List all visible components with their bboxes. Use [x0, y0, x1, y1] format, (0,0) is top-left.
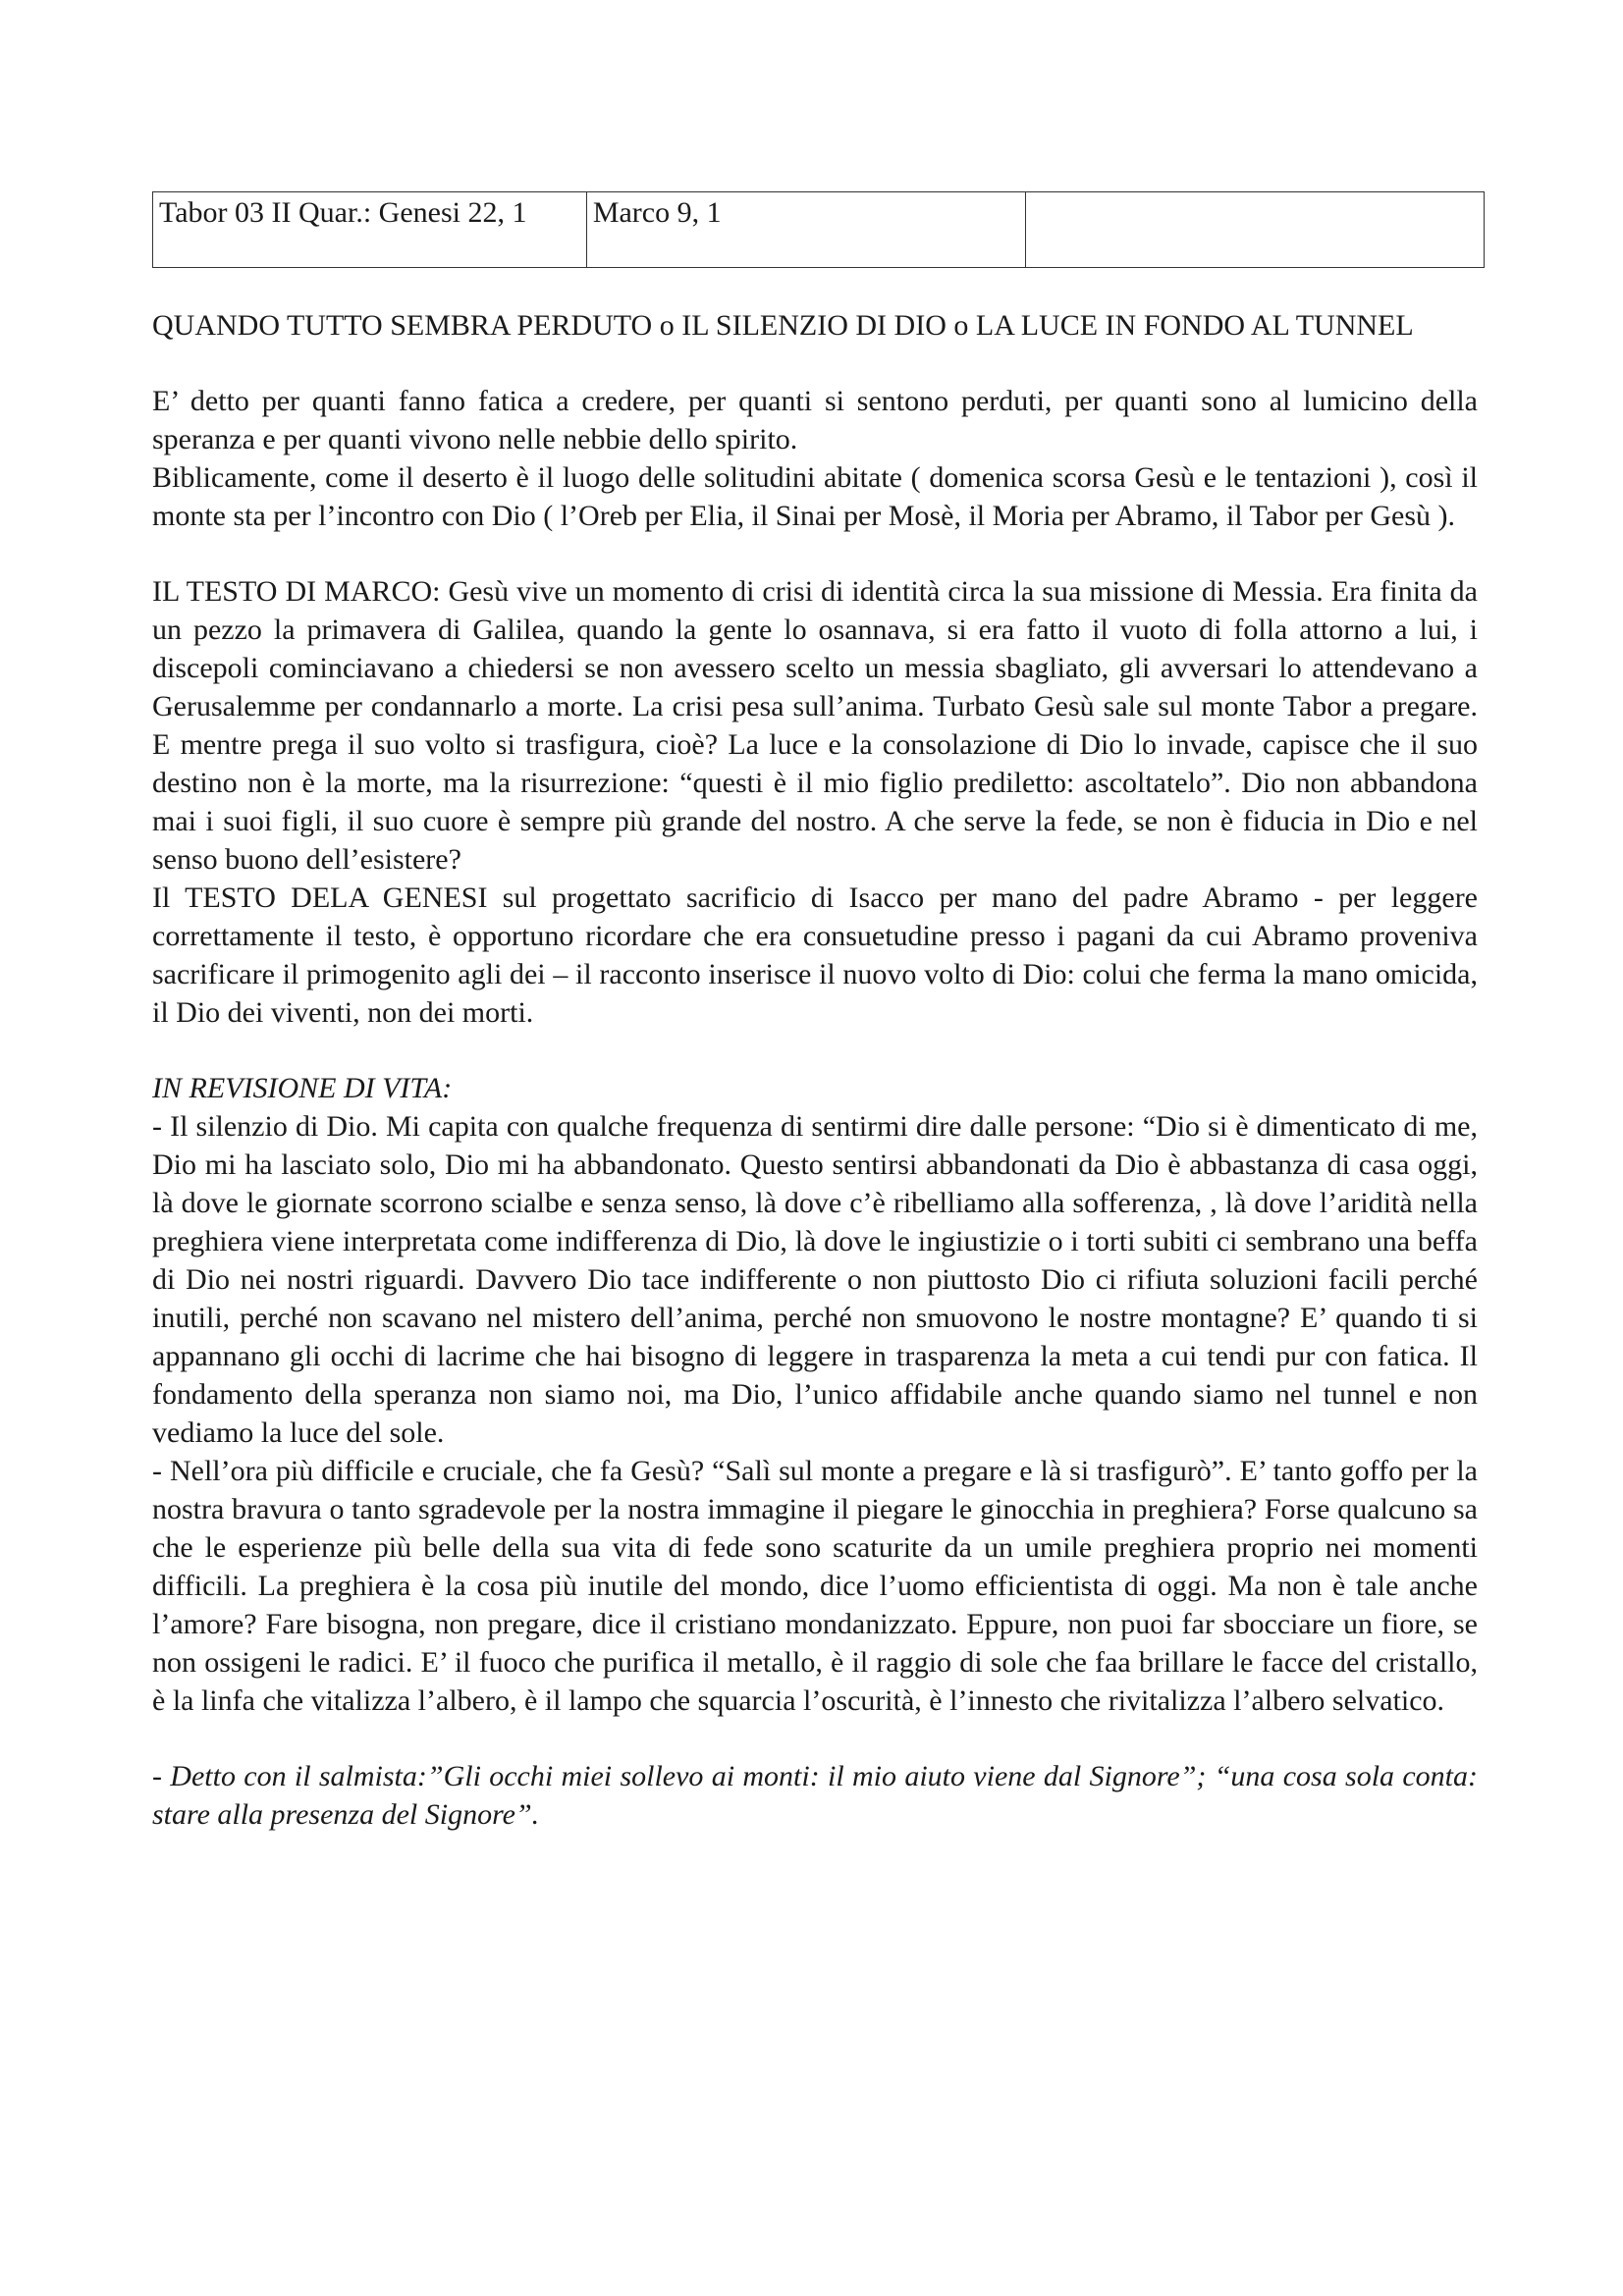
header-table [152, 191, 1485, 268]
document-title: QUANDO TUTTO SEMBRA PERDUTO o IL SILENZIO DI DIO o LA LUCE IN FONDO AL TUNNEL [152, 309, 1414, 342]
genesi-paragraph: Il TESTO DELA GENESI sul progettato sacrificio di Isacco per mano del padre Abramo - per leggere correttamente il testo, è opportuno ricordare che era consuetudine presso i pagani da cui Abramo proveniva sacrificare il primogenito agli dei – il racconto inserisce il nuovo volto di Dio: colui che ferma la mano omicida, il Dio dei viventi, non dei morti. [152, 881, 1478, 1029]
revisione-paragraph-1: - Il silenzio di Dio. Mi capita con qualche frequenza di sentirmi dire dalle persone: “Dio si è dimenticato di me, Dio mi ha lasciato solo, Dio mi ha abbandonato. Questo sentirsi abbandonati da Dio è abbastanza di casa oggi, là dove le giornate scorrono scialbe e senza senso, là dove c’è ribelliamo alla sofferenza, , là dove l’aridità nella preghiera viene interpretata come indifferenza di Dio, là dove le ingiustizie o i torti subiti ci sembrano una beffa di Dio nei nostri riguardi. Davvero Dio tace indifferente o non piuttosto Dio ci rifiuta soluzioni facili perché inutili, perché non scavano nel mistero dell’anima, perché non smuovono le nostre montagne? E’ quando ti si appannano gli occhi di lacrime che hai bisogno di leggere in trasparenza la meta a cui tendi pur con fatica. Il fondamento della speranza non siamo noi, ma Dio, l’unico affidabile anche quando siamo nel tunnel e non vediamo la luce del sole. [152, 1110, 1478, 1449]
header-cell-empty [1025, 192, 1485, 268]
revisione-heading: IN REVISIONE DI VITA: [152, 1072, 453, 1104]
revisione-paragraph-2: - Nell’ora più difficile e cruciale, che fa Gesù? “Salì sul monte a pregare e là si trasfigurò”. E’ tanto goffo per la nostra bravura o tanto sgradevole per la nostra immagine il piegare le ginocchia in preghiera? Forse qualcuno sa che le esperienze più belle della sua vita di fede sono scaturite da un umile preghiera proprio nei momenti difficili. La preghiera è la cosa più inutile del mondo, dice l’uomo efficientista di oggi. Ma non è tale anche l’amore? Fare bisogna, non pregare, dice il cristiano mondanizzato. Eppure, non puoi far sbocciare un fiore, se non ossigeni le radici. E’ il fuoco che purifica il metallo, è il raggio di sole che faa brillare le facce del cristallo, è la linfa che vitalizza l’albero, è il lampo che squarcia l’oscurità, è l’innesto che rivitalizza l’albero selvatico. [152, 1455, 1478, 1717]
document-page [152, 191, 1478, 1834]
closing-paragraph: - Detto con il salmista:”Gli occhi miei sollevo ai monti: il mio aiuto viene dal Signore”; “una cosa sola conta: stare alla presenza del Signore”. [152, 1760, 1478, 1831]
header-cell-reading: Tabor 03 II Quar.: Genesi 22, 1 [153, 192, 587, 268]
intro-paragraph-2: Biblicamente, come il deserto è il luogo delle solitudini abitate ( domenica scorsa Gesù e le tentazioni ), così il monte sta per l’incontro con Dio ( l’Oreb per Elia, il Sinai per Mosè, il Moria per Abramo, il Tabor per Gesù ). [152, 461, 1478, 532]
intro-paragraph-1: E’ detto per quanti fanno fatica a credere, per quanti si sentono perduti, per quanti sono al lumicino della speranza e per quanti vivono nelle nebbie dello spirito. [152, 385, 1478, 455]
header-table-row [153, 192, 1485, 268]
marco-paragraph: IL TESTO DI MARCO: Gesù vive un momento di crisi di identità circa la sua missione di Messia. Era finita da un pezzo la primavera di Galilea, quando la gente lo osannava, si era fatto il vuoto di folla attorno a lui, i discepoli cominciavano a chiedersi se non avessero scelto un messia sbagliato, gli avversari lo attendevano a Gerusalemme per condannarlo a morte. La crisi pesa sull’anima. Turbato Gesù sale sul monte Tabor a pregare. E mentre prega il suo volto si trasfigura, cioè? La luce e la consolazione di Dio lo invade, capisce che il suo destino non è la morte, ma la risurrezione: “questi è il mio figlio prediletto: ascoltatelo”. Dio non abbandona mai i suoi figli, il suo cuore è sempre più grande del nostro. A che serve la fede, se non è fiducia in Dio e nel senso buono dell’esistere? [152, 575, 1478, 876]
header-cell-gospel: Marco 9, 1 [586, 192, 1025, 268]
